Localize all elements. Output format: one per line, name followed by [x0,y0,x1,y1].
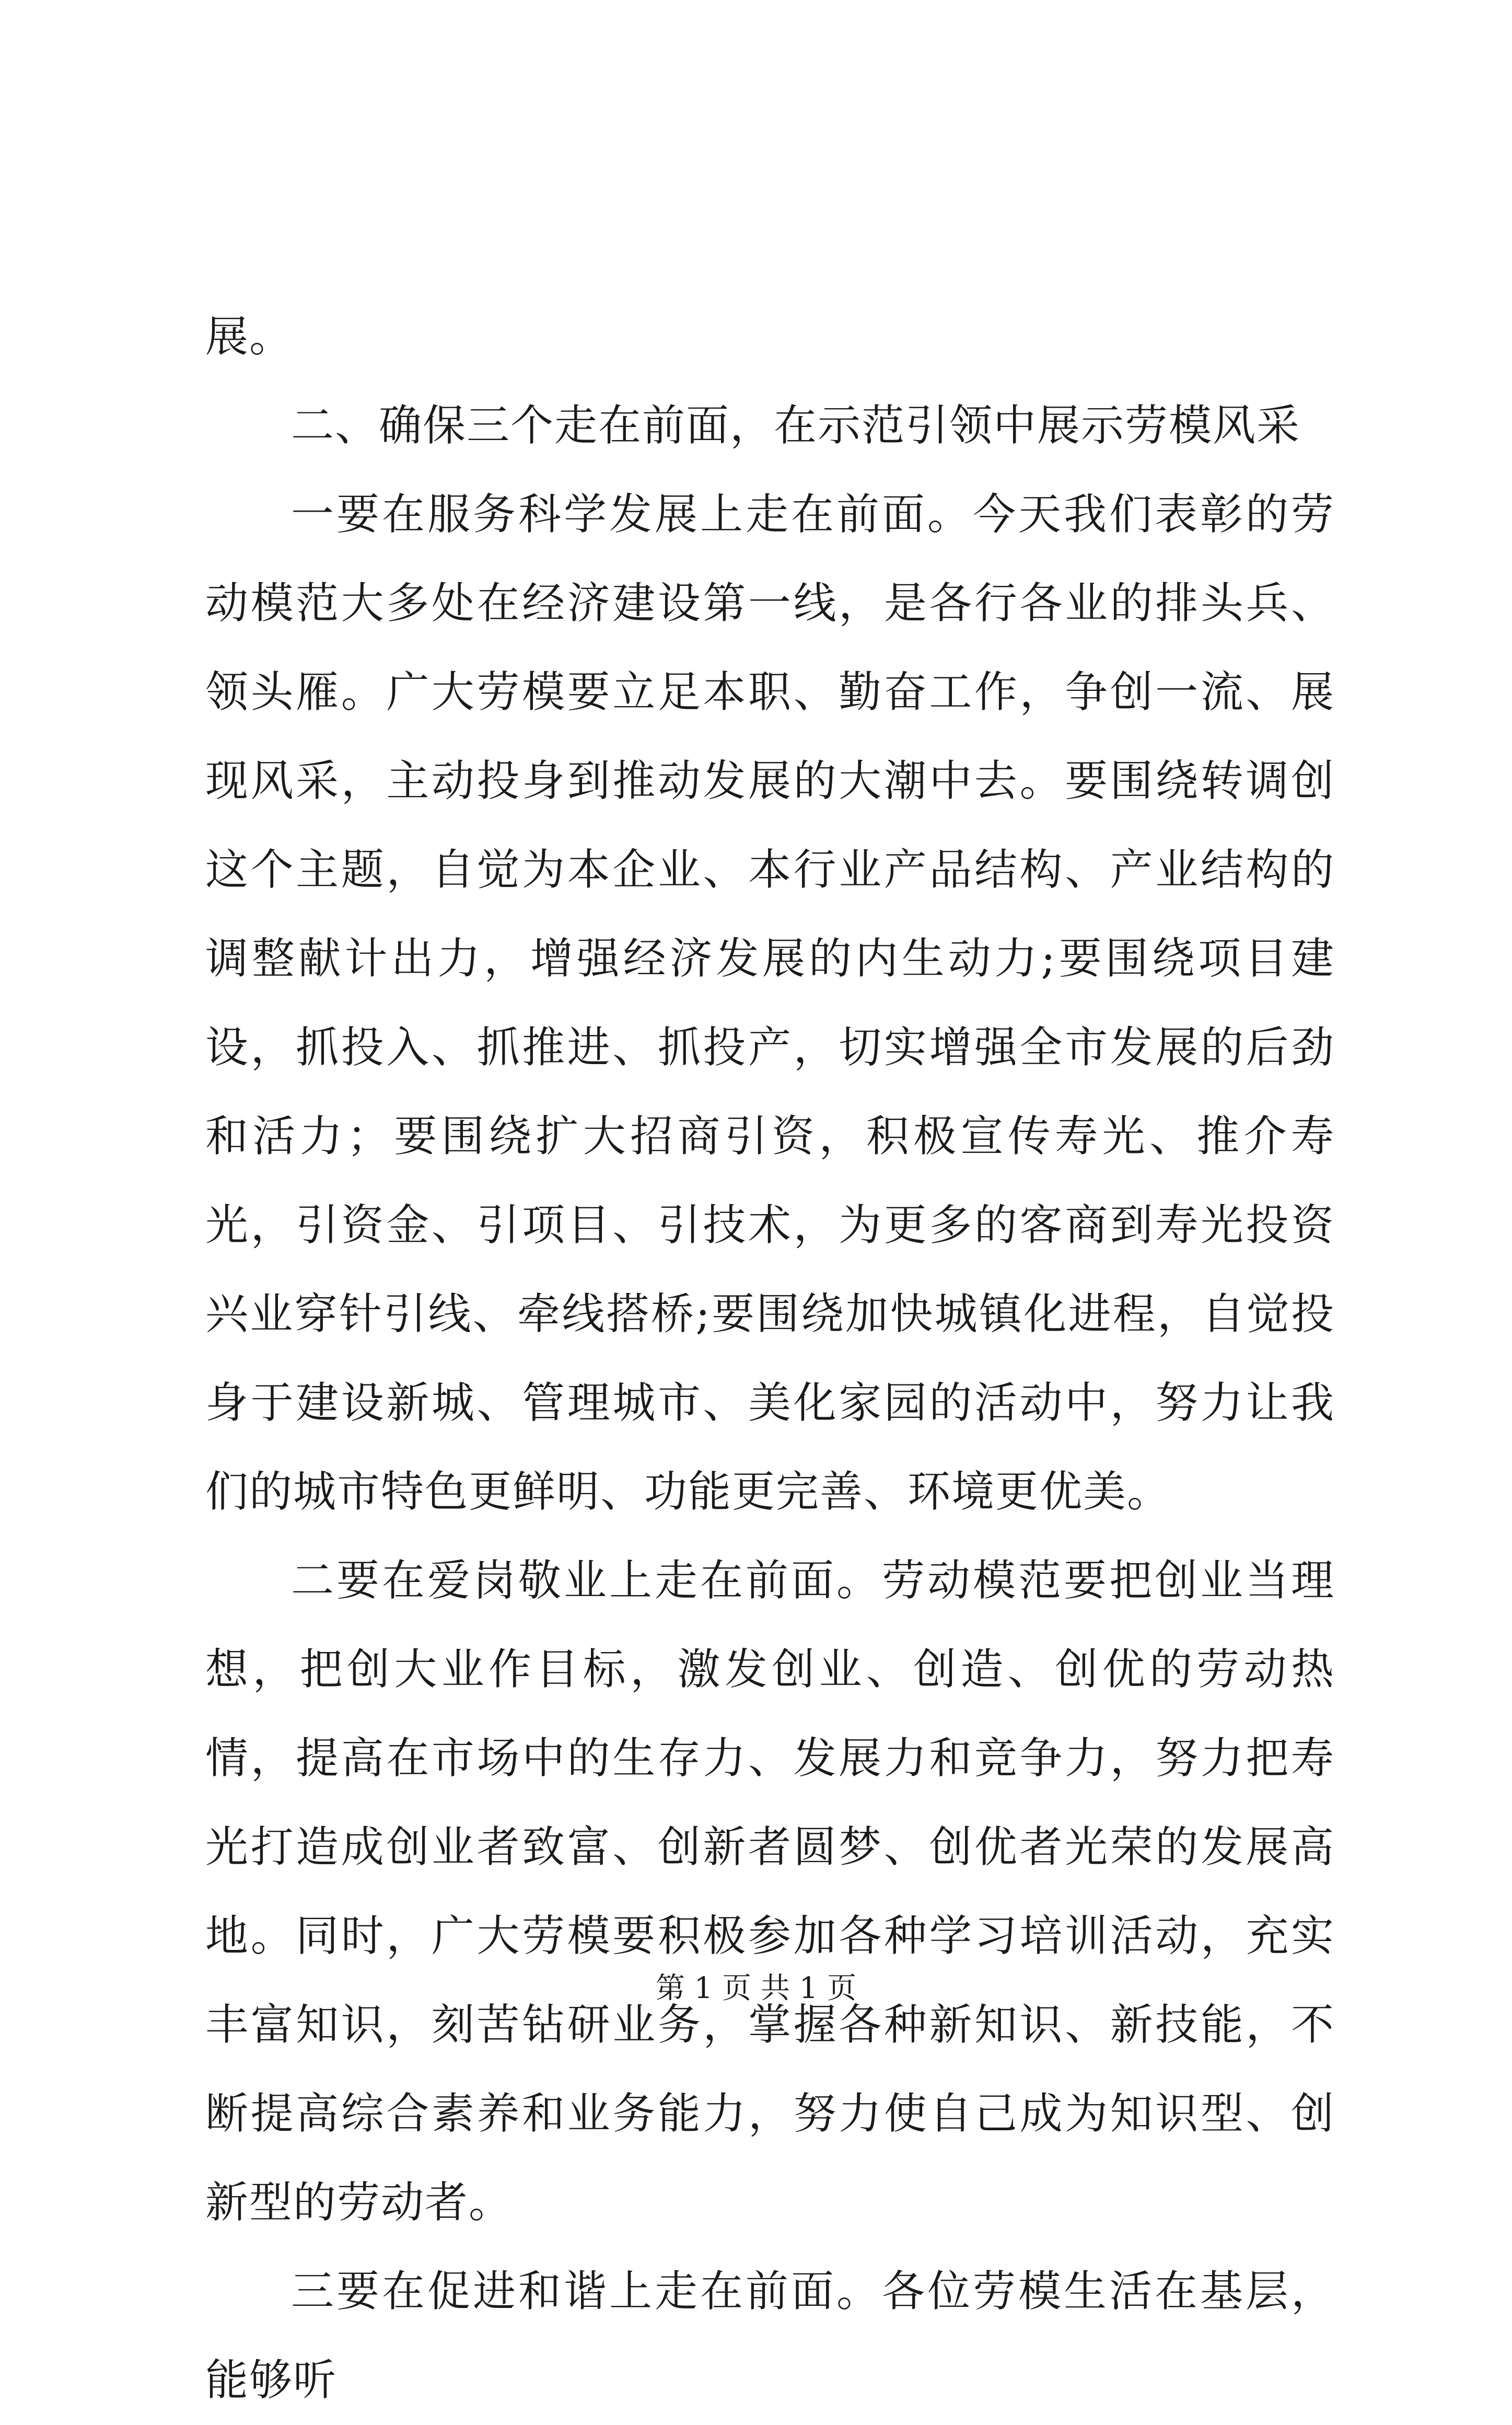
paragraph-dedication: 二要在爱岗敬业上走在前面。劳动模范要把创业当理想，把创大业作目标，激发创业、创造、创优的劳动热情，提高在市场中的生存力、发展力和竞争力，努力把寿光打造成创业者致富、创新者圆梦、创优者光荣的发展高地。同时，广大劳模要积极参加各种学习培训活动，充实丰富知识，刻苦钻研业务，掌握各种新知识、新技能，不断提高综合素养和业务能力，努力使自己成为知识型、创新型的劳动者。 [205,1556,1335,2227]
paragraph-harmony: 三要在促进和谐上走在前面。各位劳模生活在基层，能够听 [205,2267,1335,2405]
page-footer: 第 1 页 共 1 页 [655,1971,857,2005]
paragraph-service-development: 一要在服务科学发展上走在前面。今天我们表彰的劳动模范大多处在经济建设第一线，是各行各业的排头兵、领头雁。广大劳模要立足本职、勤奋工作，争创一流、展现风采，主动投身到推动发展的大潮中去。要围绕转调创这个主题，自觉为本企业、本行业产品结构、产业结构的调整献计出力，增强经济发展的内生动力;要围绕项目建设，抓投入、抓推进、抓投产，切实增强全市发展的后劲和活力；要围绕扩大招商引资，积极宣传寿光、推介寿光，引资金、引项目、引技术，为更多的客商到寿光投资兴业穿针引线、牵线搭桥;要围绕加快城镇化进程，自觉投身于建设新城、管理城市、美化家园的活动中，努力让我们的城市特色更鲜明、功能更完善、环境更优美。 [205,490,1335,1517]
section-heading: 二、确保三个走在前面，在示范引领中展示劳模风采 [291,401,1301,451]
paragraph-continuation: 展。 [205,312,294,362]
body-text [205,293,1335,2425]
